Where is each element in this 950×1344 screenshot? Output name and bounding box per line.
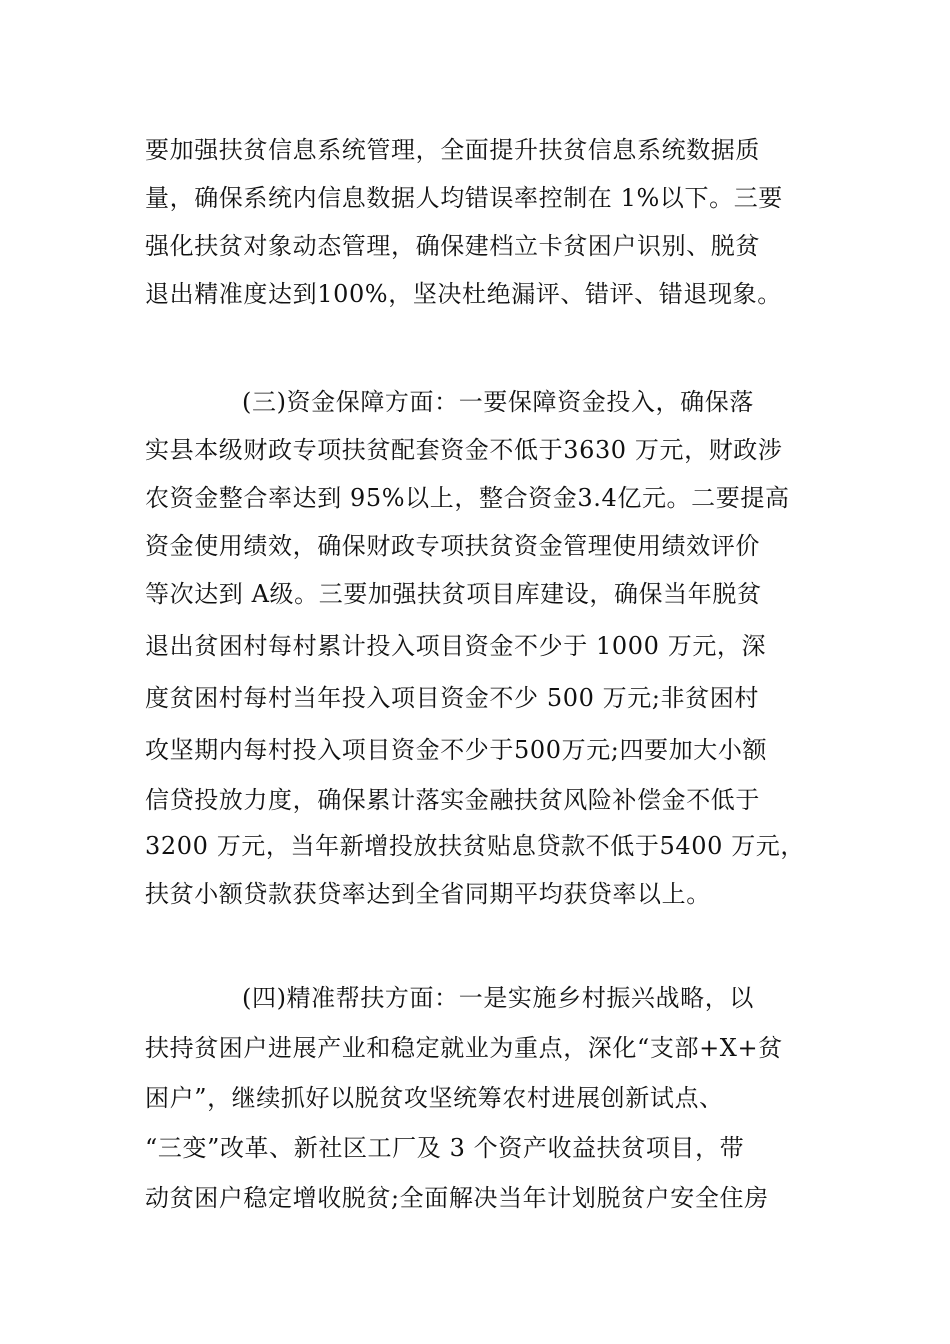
text-line: 扶持贫困户进展产业和稳定就业为重点，深化“支部+X+贫: [145, 1034, 783, 1062]
text-line: 3200 万元，当年新增投放扶贫贴息贷款不低于5400 万元，: [145, 832, 806, 860]
text-line: 强化扶贫对象动态管理，确保建档立卡贫困户识别、脱贫: [145, 232, 760, 260]
text-line: “三变”改革、新社区工厂及 3 个资产收益扶贫项目，带: [145, 1134, 745, 1162]
text-line: 等次达到 A级。三要加强扶贫项目库建设，确保当年脱贫: [145, 580, 762, 608]
text-line: 农资金整合率达到 95%以上，整合资金3.4亿元。二要提高: [145, 484, 790, 512]
section-heading-line: (四)精准帮扶方面：一是实施乡村振兴战略，以: [242, 984, 754, 1012]
text-line: 动贫困户稳定增收脱贫;全面解决当年计划脱贫户安全住房: [145, 1184, 769, 1212]
text-line: 退出贫困村每村累计投入项目资金不少于 1000 万元，深: [145, 632, 767, 660]
text-line: 攻坚期内每村投入项目资金不少于500万元;四要加大小额: [145, 736, 768, 764]
text-line: 度贫困村每村当年投入项目资金不少 500 万元;非贫困村: [145, 684, 759, 712]
text-line: 扶贫小额贷款获贷率达到全省同期平均获贷率以上。: [145, 880, 711, 908]
text-line: 信贷投放力度，确保累计落实金融扶贫风险补偿金不低于: [145, 786, 760, 814]
text-line: 退出精准度达到100%，坚决杜绝漏评、错评、错退现象。: [145, 280, 782, 308]
text-line: 实县本级财政专项扶贫配套资金不低于3630 万元，财政涉: [145, 436, 783, 464]
text-line: 要加强扶贫信息系统管理，全面提升扶贫信息系统数据质: [145, 136, 760, 164]
section-heading-line: (三)资金保障方面：一要保障资金投入，确保落: [242, 388, 754, 416]
text-line: 资金使用绩效，确保财政专项扶贫资金管理使用绩效评价: [145, 532, 760, 560]
text-line: 量，确保系统内信息数据人均错误率控制在 1%以下。三要: [145, 184, 783, 212]
text-line: 困户”，继续抓好以脱贫攻坚统筹农村进展创新试点、: [145, 1084, 724, 1112]
